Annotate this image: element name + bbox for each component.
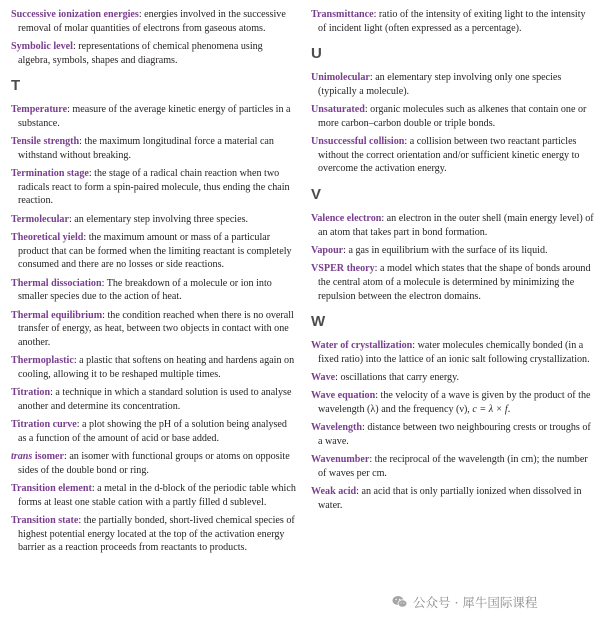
entry-definition: : an elementary step involving three species. <box>68 213 249 225</box>
entry-term: Symbolic level <box>11 40 73 52</box>
glossary-entry-theoretical-yield <box>11 231 296 272</box>
glossary-entry-wavelength <box>311 421 595 448</box>
right-column <box>311 8 595 517</box>
glossary-entry-tensile-strength <box>11 135 296 162</box>
entry-term: Wave equation <box>311 390 376 402</box>
entry-definition: : the reciprocal of the wavelength (in cm); the number of waves per cm. <box>318 454 588 480</box>
entry-term: Thermoplastic <box>11 355 74 367</box>
glossary-entry-vapour <box>311 244 595 258</box>
glossary-entry-valence-electron <box>311 212 595 239</box>
section-heading-t: T <box>11 77 21 95</box>
glossary-entry-wave <box>311 371 595 385</box>
entry-term: Water of crystallization <box>311 340 413 352</box>
glossary-entry-transmittance <box>311 8 595 35</box>
glossary-entry-unsaturated <box>311 103 595 130</box>
entry-term: Termination stage <box>11 168 89 180</box>
entry-term: Thermal equilibrium <box>11 309 103 321</box>
entry-term-italic: trans <box>11 451 33 463</box>
entry-term: Wavenumber <box>311 454 370 466</box>
entry-term: Titration <box>11 387 51 399</box>
glossary-entry-unsuccessful-collision <box>311 135 595 176</box>
entry-term: Transition state <box>11 515 79 527</box>
glossary-entry-thermal-dissociation <box>11 277 296 304</box>
entry-definition-end: . <box>507 404 511 416</box>
glossary-entry-wave-equation <box>311 389 595 416</box>
entry-definition: : a plot showing the pH of a solution being analysed as a function of the amount of acid or base added. <box>18 419 287 444</box>
glossary-entry-thermoplastic <box>11 354 296 381</box>
glossary-entry-termolecular <box>11 213 296 227</box>
entry-term: Tensile strength <box>11 136 80 148</box>
entry-term: Successive ionization energies <box>11 9 139 20</box>
entry-definition: : representations of chemical phenomena using algebra, symbols, shapes and diagrams. <box>18 40 263 66</box>
glossary-entry-titration <box>11 386 296 413</box>
entry-definition: : an isomer with functional groups or atoms on opposite sides of the double bond or ring. <box>18 451 290 476</box>
entry-term: Thermal dissociation <box>11 277 102 289</box>
entry-definition: : energies involved in the successive removal of molar quantities of electrons from gaseous atoms. <box>18 9 286 34</box>
entry-definition: : the maximum amount or mass of a particular product that can be formed when the limiting reactant is completely consumed and there are no losses or side reactions. <box>18 232 292 271</box>
entry-definition: : the stage of a radical chain reaction when two radicals react to form a spin-paired molecule, thus ending the chain reaction. <box>18 168 290 207</box>
entry-definition: : organic molecules such as alkenes that contain one or more carbon–carbon double or triple bonds. <box>318 104 587 129</box>
entry-term: Unsaturated <box>311 104 365 116</box>
entry-definition: : the maximum longitudinal force a material can withstand without breaking. <box>18 136 274 161</box>
glossary-entry-symbolic-level <box>11 40 296 67</box>
watermark <box>392 593 537 611</box>
entry-definition: : measure of the average kinetic energy of particles in a substance. <box>18 104 291 129</box>
entry-definition: : a collision between two reactant particles without the correct orientation and/or sufficient kinetic energy to overcome the activation energy. <box>318 136 580 175</box>
entry-definition: : The breakdown of a molecule or ion into smaller species due to the action of heat. <box>18 277 272 303</box>
entry-term: Weak acid <box>311 486 357 498</box>
section-heading-v: V <box>311 185 322 203</box>
entry-definition: : oscillations that carry energy. <box>335 372 460 384</box>
section-heading-w: W <box>311 313 326 331</box>
glossary-entry-transition-element <box>11 482 296 509</box>
entry-term: Wavelength <box>311 422 363 434</box>
glossary-entry-vsper-theory <box>311 262 595 303</box>
entry-term: Unsuccessful collision <box>311 136 405 148</box>
entry-definition: : the partially bonded, short-lived chemical species of highest potential energy located at the top of the activation energy barrier as a reaction proceeds from reactants to products. <box>18 515 295 554</box>
entry-term: Wave <box>311 372 336 384</box>
entry-term: Transition element <box>11 483 92 495</box>
entry-definition: : a model which states that the shape of bonds around the central atom of a molecule is determined by minimizing the repulsion between the electron domains. <box>318 263 591 302</box>
entry-definition: : a plastic that softens on heating and hardens again on cooling, allowing it to be reshaped multiple times. <box>18 355 295 380</box>
glossary-entry-unimolecular <box>311 71 595 98</box>
left-column <box>11 8 296 560</box>
entry-term: Transmittance <box>311 9 374 20</box>
entry-definition: : a gas in equilibrium with the surface of its liquid. <box>343 244 548 256</box>
wave-formula: c = λ × f <box>472 404 508 416</box>
entry-definition: : an elementary step involving only one species (typically a molecule). <box>318 72 562 97</box>
entry-term <box>11 451 64 462</box>
glossary-entry-thermal-equilibrium <box>11 309 296 350</box>
entry-term: Termolecular <box>11 213 69 225</box>
entry-definition: : an electron in the outer shell (main energy level) of an atom that takes part in bond formation. <box>318 212 594 238</box>
entry-definition: : a technique in which a standard solution is used to analyse another and determine its concentration. <box>18 387 292 412</box>
watermark-text: 公众号 · 犀牛国际课程 <box>413 595 538 610</box>
glossary-entry-temperature <box>11 103 296 130</box>
entry-term: Unimolecular <box>311 72 370 84</box>
glossary-entry-wavenumber <box>311 453 595 480</box>
glossary-entry-trans-isomer <box>11 450 296 477</box>
glossary-entry-transition-state <box>11 514 296 555</box>
entry-term-rest: isomer <box>32 451 64 463</box>
entry-definition: : distance between two neighbouring crests or troughs of a wave. <box>318 422 591 448</box>
entry-term: Titration curve <box>11 419 77 431</box>
glossary-entry-water-of-crystallization <box>311 339 595 366</box>
section-heading-u: U <box>311 45 322 63</box>
glossary-entry-successive-ionization-energies <box>11 8 296 35</box>
entry-term: Vapour <box>311 244 344 256</box>
entry-definition: : the condition reached when there is no overall transfer of energy, as heat, between two objects in contact with one another. <box>18 309 294 348</box>
entry-definition: : ratio of the intensity of exiting light to the intensity of incident light (often expressed as a percentage). <box>318 9 586 34</box>
glossary-entry-weak-acid <box>311 485 595 512</box>
wechat-icon <box>392 595 408 609</box>
entry-term: Theoretical yield <box>11 232 84 244</box>
entry-definition: : the velocity of a wave is given by the product of the wavelength (λ) and the frequency (ν), <box>318 390 591 416</box>
entry-definition: : an acid that is only partially ionized when dissolved in water. <box>318 486 582 512</box>
entry-term: VSPER theory <box>311 263 375 275</box>
entry-term: Valence electron <box>311 212 382 224</box>
entry-definition: : water molecules chemically bonded (in a fixed ratio) into the lattice of an ionic salt following crystallization. <box>318 340 590 365</box>
glossary-entry-termination-stage <box>11 167 296 208</box>
glossary-entry-titration-curve <box>11 418 296 445</box>
entry-term: Temperature <box>11 104 68 116</box>
entry-definition: : a metal in the d-block of the periodic table which forms at least one stable cation with a partly filled d sublevel. <box>18 483 296 508</box>
